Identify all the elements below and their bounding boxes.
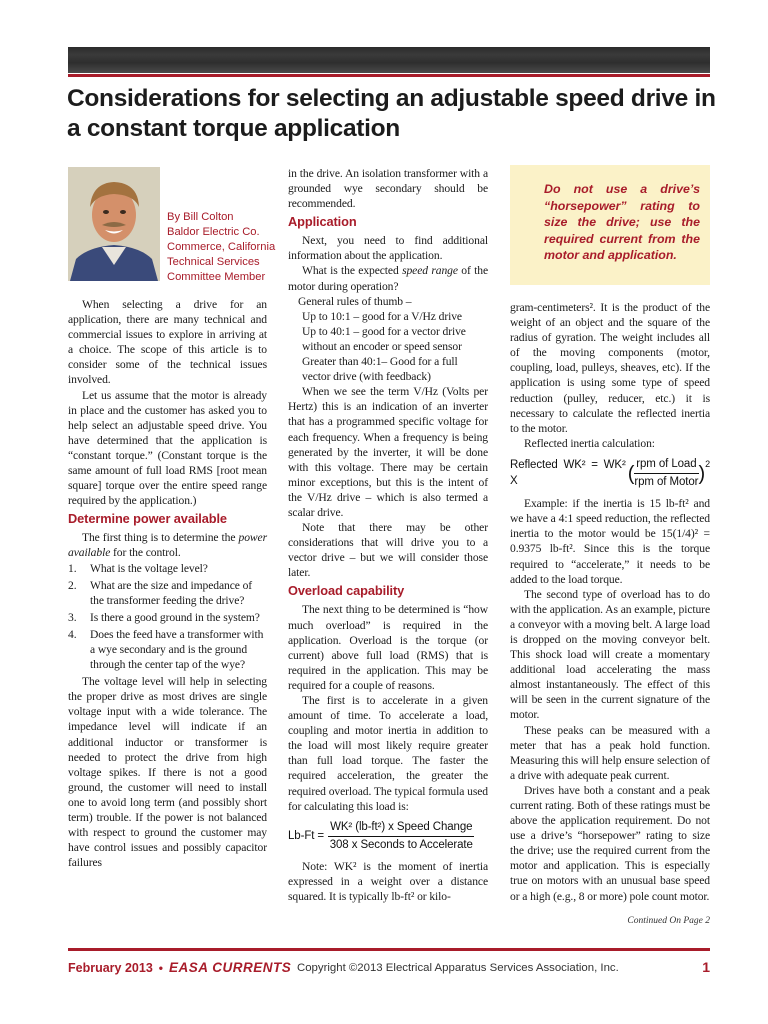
emphasis-speed-range: speed range [402,264,458,278]
paren-close: ) [698,462,706,485]
paragraph-continued: in the drive. An isolation transformer with a grounded wye secondary should be recommended. [288,167,488,211]
footer-rule [68,948,710,951]
list-item: 1. What is the voltage level? [68,561,208,575]
paragraph-note: Note that there may be other considerations that will drive you to a vector drive – but we will consider those later. [288,521,488,580]
author-byline [167,210,282,285]
author-photo [68,167,160,281]
emphasis-power-available: power available [68,531,267,560]
column-1 [68,297,267,870]
publication-name: EASA CURRENTS [168,960,292,975]
paragraph-assume: Let us assume that the motor is already in place and the customer has asked you to help select an adjustable speed drive. You have determined that the application is “constant torque.” (Constant torque is the same amount of full load RMS [root mean square] torque over the entire speed range required by the application.) [68,388,267,508]
paragraph-overload-1: The next thing to be determined is “how much overload” is required in the application. Overload is the torque (or current) above full load (RMS) that is required in the application. This may be required for a couple of reasons. [288,603,488,692]
paragraph-example: Example: if the inertia is 15 lb-ft² and we have a 4:1 speed reduction, the reflected inertia to the motor would be 15(1/4)² = 0.9375 lb-ft². Since this is the torque required to “accelerate,” it needs to be added to the load torque. [510,497,710,586]
page-number: 1 [702,959,710,975]
column-3 [510,300,710,904]
author-location: Commerce, California [167,241,276,253]
formula-denominator: rpm of Motor [634,476,699,489]
author-company: Baldor Electric Co. [167,226,260,238]
paren-open: ( [627,462,635,485]
paragraph-overload-2: The first is to accelerate in a given amount of time. To accelerate a load, coupling and motor inertia in addition to the load will most likely require greater than full load torque. The faster the required acceleration, the greater the required overload. The typical formula used for calculating this load is: [288,694,488,813]
footer-bullet: • [158,961,163,975]
list-item: 3. Is there a good ground in the system? [68,610,260,624]
list-item: 4. Does the feed have a transformer with a wye secondary and is the ground through the center tap of the wye? [68,627,264,672]
rules-heading: General rules of thumb – [298,294,412,308]
author-name: By Bill Colton [167,211,234,223]
copyright-notice: Copyright ©2013 Electrical Apparatus Services Association, Inc. [297,962,619,974]
paragraph-vhz: When we see the term V/Hz (Volts per Hertz) this is an indication of an inverter that has a programmed specific voltage for each frequency. When a frequency is being generated by the inverter, it will be done with this voltage. There may be certain minor exceptions, but this is the intent of the V/Hz drive – which is also termed a scalar drive. [288,385,488,519]
page-title: Considerations for selecting an adjustable speed drive in a constant torque application [67,85,716,142]
paragraph-speed-range: What is the expected speed range of the motor during operation? [288,264,489,293]
formula-denominator: 308 x Seconds to Accelerate [329,838,473,851]
question-list [68,561,267,673]
page-footer [68,959,710,977]
author-role: Technical Services [167,256,260,268]
formula-lhs: Lb-Ft = [288,829,325,842]
issue-date: February 2013 [68,961,153,975]
rules-of-thumb [288,294,488,385]
reflected-inertia-formula [510,457,710,490]
paragraph-second-overload: The second type of overload has to do with the application. As an example, picture a conveyor with a moving belt. A large load is dropped on the moving conveyor belt. This shock load will create a momentary additional load accelerating the mass almost instantaneously. The effect of this will be seen in the current signature of the motor. [510,587,710,722]
continued-note: Continued On Page 2 [627,916,710,926]
reflected-label: Reflected inertia calculation: [524,436,655,450]
heading-overload: Overload capability [288,583,405,599]
rule-item: Up to 10:1 – good for a V/Hz drive [302,309,462,323]
formula-numerator: rpm of Load [634,457,698,474]
pull-quote: Do not use a drive’s “horsepower” rating to size the drive; use the required current from the motor and application. [510,165,710,285]
heading-power-available: Determine power available [68,511,227,527]
paragraph-first: The first thing is to determine the power available for the control. [68,531,267,560]
paragraph-intro: When selecting a drive for an application, there are many technical and commercial issues to explore in arriving at a choice. The scope of this article is to consider some of the technical issues involved. [68,298,267,387]
rule-item: Greater than 40:1– Good for a full vector drive (with feedback) [302,355,458,384]
author-role-2: Committee Member [167,271,266,283]
author-portrait-image [68,167,160,281]
acceleration-formula [288,820,488,853]
list-item: 2. What are the size and impedance of the transformer feeding the drive? [68,578,253,607]
paragraph-voltage: The voltage level will help in selecting the proper drive as most drives are single voltage input with a wide tolerance. The impedance level will indicate if an additional inductor or transformer is needed to protect the drive from high voltage spikes. If there is not a good ground, the customer will need to install one to avoid long term (and possibly short term) trouble. If the power is not balanced with respect to ground the customer may have control issues and possibly capacitor failures [68,675,267,870]
column-2 [288,166,488,904]
formula-fraction [328,820,474,853]
rule-item: Up to 40:1 – good for a vector drive without an encoder or speed sensor [302,324,466,353]
heading-application: Application [288,214,357,230]
formula-numerator: WK² (lb-ft²) x Speed Change [328,820,474,837]
header-bar [68,47,710,73]
paragraph-gram: gram-centimeters². It is the product of the weight of an object and the square of the radius of gyration. The weight includes all of the moving components (motor, coupling, load, pulleys, sheaves, etc). If the application is using some type of speed reduction (pulley, reducer, etc.) it is necessary to calculate the reflected inertia to the motor. [510,301,710,435]
formula-fraction [634,457,698,490]
formula-lhs: Reflected WK² = WK² X [510,459,626,487]
paragraph-next: Next, you need to find additional information about the application. [288,234,488,263]
paragraph-wk2-note: Note: WK² is the moment of inertia expressed in a weight over a distance squared. It is typically lb-ft² or kilo- [288,859,488,904]
formula-exponent: 2 [705,458,710,469]
paragraph-drives: Drives have both a constant and a peak current rating. Both of these ratings must be above the application requirement. Do not use a drive’s “horsepower” rating to size the drive; use the required current from the motor and application. This is especially true on motors with an unusual base speed or a high (e.g., 8 or more) pole count motor. [510,783,710,903]
paragraph-peaks: These peaks can be measured with a meter that has a peak hold function. Measuring this will help ensure selection of a drive with adequate peak current. [510,723,710,782]
